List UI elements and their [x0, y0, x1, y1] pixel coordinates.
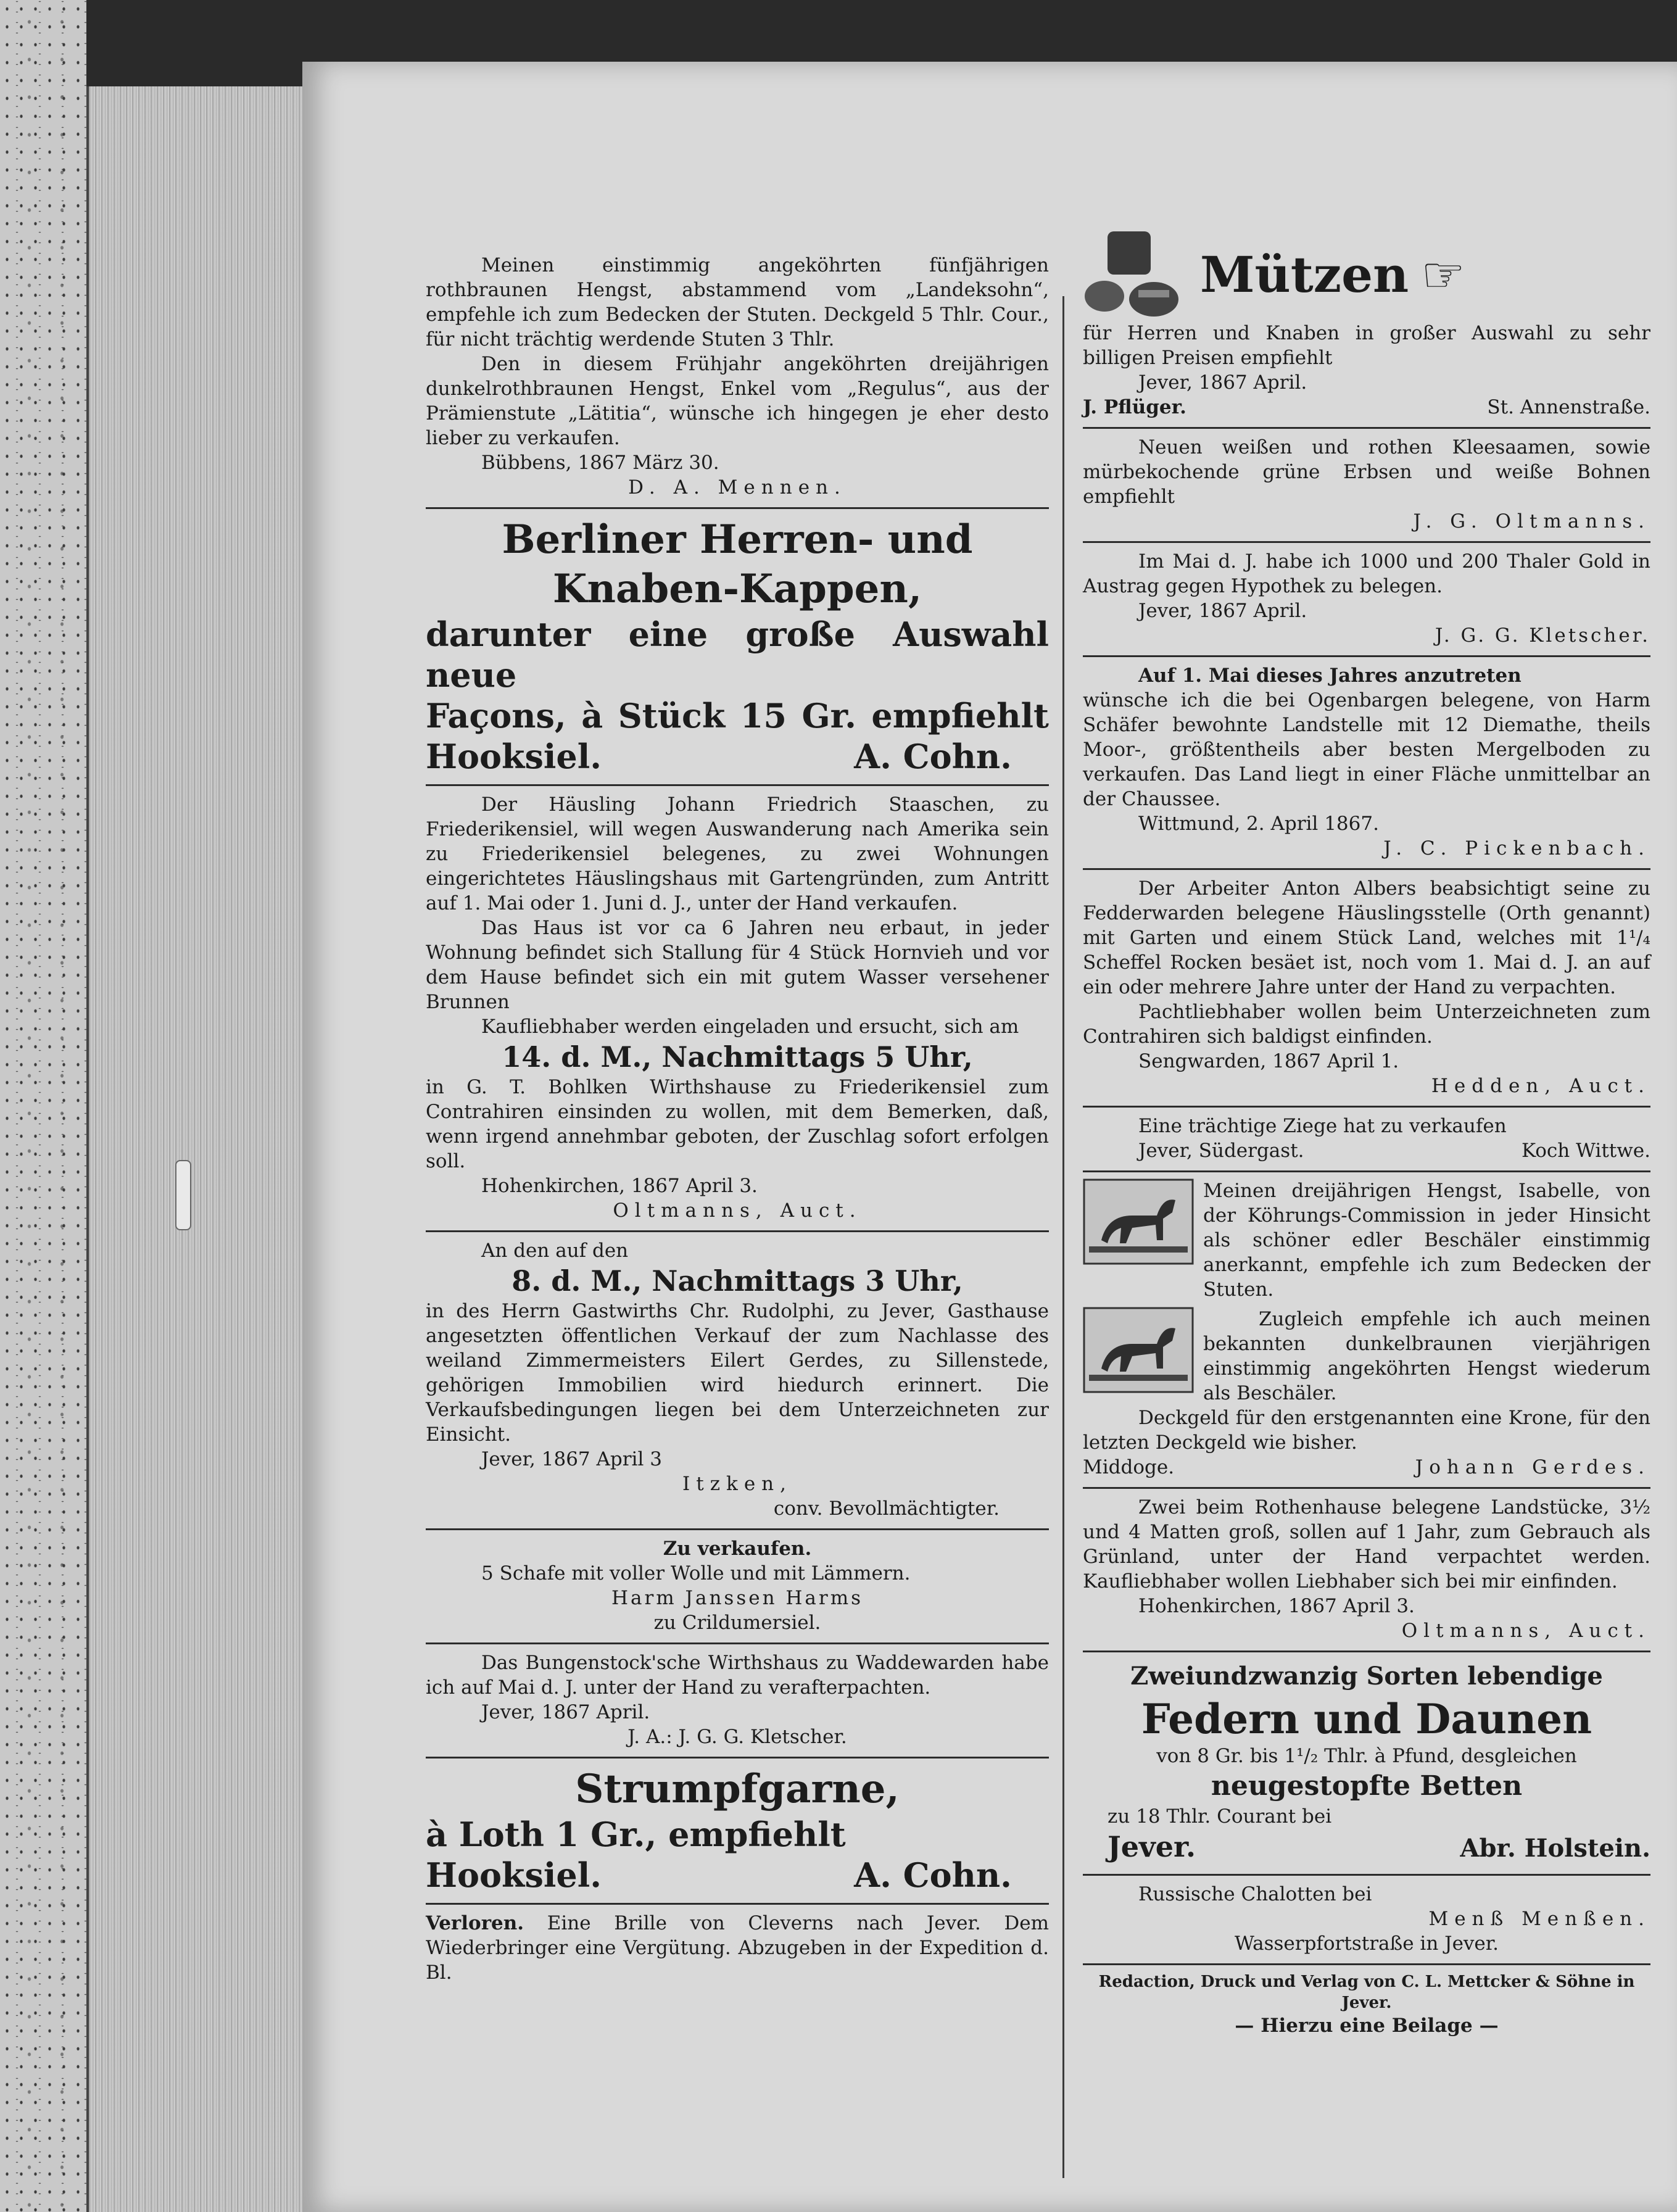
ad-text: 5 Schafe mit voller Wolle und mit Lämmern. — [481, 1562, 911, 1584]
ad-headline: neugestopfte Betten — [1211, 1770, 1523, 1802]
ad-text: An den auf den — [481, 1240, 629, 1262]
ad-text: Deckgeld für den erstgenannten eine Krone, für den letzten Deckgeld wie bisher. — [1083, 1407, 1650, 1454]
ad-place-date: Jever, 1867 April. — [1138, 600, 1307, 622]
ad-text: Den in diesem Frühjahr angeköhrten dreijährigen dunkelrothbraunen Hengst, Enkel vom „Regulus“, aus der Prämienstute „Lätitia“, wünsche ich hingegen je eher desto lieber zu verkaufen. — [426, 353, 1049, 449]
ad-gerdes-stallions — [1083, 1178, 1650, 1480]
horse-icon — [1083, 1178, 1194, 1265]
ad-headline: Knaben-Kappen, — [552, 566, 922, 612]
ad-signature-address: St. Annenstraße. — [1487, 396, 1650, 418]
ad-place: Jever. — [1108, 1830, 1196, 1863]
ad-mennen-stallion — [426, 253, 1049, 500]
ad-signature: A. Cohn. — [854, 1855, 1012, 1895]
ad-place-date: Jever, 1867 April. — [1138, 371, 1307, 394]
ad-place: Hooksiel. — [426, 737, 602, 776]
ad-text: Zugleich empfehle ich auch meinen bekannten dunkelbraunen vierjährigen einstimmig angeköhrten Hengst wiederum als Beschäler. — [1203, 1308, 1650, 1404]
ad-headline: Berliner Herren- und — [502, 516, 973, 563]
ad-text: Zwei beim Rothenhause belegene Landstücke, 3½ und 4 Matten groß, sollen auf 1 Jahr, zum Gebrauch als Grünland, unter der Hand verpachtet werden. Kaufliebhaber wollen Liebhaber sich bei mir einfinden. — [1083, 1496, 1650, 1593]
ad-place: Jever, Südergast. — [1138, 1140, 1304, 1162]
ad-text: Meinen dreijährigen Hengst, Isabelle, von der Köhrungs-Commission in jeder Hinsicht als schöner edler Beschäler einstimmig anerkannt, empfehle ich zum Bedecken der Stuten. — [1203, 1180, 1650, 1301]
binding-clasp — [175, 1160, 191, 1230]
ad-separator — [1083, 1963, 1650, 1965]
ad-signature: Itzken, — [682, 1473, 792, 1495]
ad-place: Hooksiel. — [426, 1855, 602, 1895]
page-edges — [86, 86, 317, 2212]
pointing-hand-icon: ☞ — [1421, 246, 1465, 304]
ad-signature: J. A.: J. G. G. Kletscher. — [627, 1726, 847, 1748]
ad-text: Kaufliebhaber werden eingeladen und ersucht, sich am — [481, 1016, 1019, 1038]
ad-harms-sheep — [426, 1536, 1049, 1635]
ad-signature: A. Cohn. — [854, 737, 1012, 776]
ad-text: Der Häusling Johann Friedrich Staaschen, zu Friederikensiel, will wegen Auswanderung nach Amerika sein zu Friederikensiel belegenes, zu zwei Wohnungen eingerichtetes Häuslingshaus mit Gartengründen, zum Antritt auf 1. Mai oder 1. Juni d. J., unter der Hand verkaufen. — [426, 793, 1049, 914]
ad-place-date: Jever, 1867 April 3 — [481, 1448, 662, 1470]
caps-illustration-icon — [1083, 228, 1188, 321]
imprint-supplement-note: — Hierzu eine Beilage — — [1235, 2015, 1499, 2037]
ad-place: Middoge. — [1083, 1456, 1175, 1478]
ad-subline: à Loth 1 Gr., empfiehlt — [426, 1815, 846, 1854]
ad-signature: Hedden, Auct. — [1431, 1075, 1650, 1097]
horse-icon — [1083, 1307, 1194, 1393]
ad-separator — [426, 1230, 1049, 1232]
ad-pickenbach-farm — [1083, 663, 1650, 861]
ad-separator — [426, 1528, 1049, 1530]
ad-text: wünsche ich die bei Ogenbargen belegene, von Harm Schäfer bewohnte Landstelle mit 12 Diemathe, theils Moor-, größtentheils aber besten Mergelboden zu verkaufen. Das Land liegt in einer Fläche unmittelbar an der Chaussee. — [1083, 689, 1650, 810]
ad-text: in G. T. Bohlken Wirthshause zu Friederikensiel zum Contrahiren einsinden zu wollen, mit dem Bemerken, daß, wenn irgend annehmbar geboten, der Zuschlag sofort erfolgen soll. — [426, 1076, 1049, 1172]
ad-signature: Harm Janssen Harms — [611, 1587, 864, 1609]
ad-separator — [1083, 541, 1650, 543]
ad-separator — [1083, 655, 1650, 657]
ad-text: in des Herrn Gastwirths Chr. Rudolphi, zu Jever, Gasthause angesetzten öffentlichen Verkauf der zum Nachlasse des weiland Zimmermeisters Eilert Gerdes, zu Sillenstede, gehörigen Immobilien wird hiedurch erinnert. Die Verkaufsbedingungen liegen bei dem Unterzeichneten zur Einsicht. — [426, 1300, 1049, 1446]
ad-signature: J. G. Oltmanns. — [1413, 510, 1650, 532]
ad-subline: von 8 Gr. bis 1¹/₂ Thlr. à Pfund, desgleichen — [1156, 1745, 1577, 1767]
ad-text: Pachtliebhaber wollen beim Unterzeichneten zum Contrahiren sich baldigst einfinden. — [1083, 1001, 1650, 1048]
ad-signature: Abr. Holstein. — [1460, 1834, 1650, 1863]
ad-place-date: Hohenkirchen, 1867 April 3. — [481, 1175, 758, 1197]
ad-separator — [1083, 1106, 1650, 1108]
ad-headline: Auf 1. Mai dieses Jahres anzutreten — [1138, 665, 1522, 687]
ad-signature-role: zu Crildumersiel. — [653, 1612, 821, 1634]
ad-place-date: Jever, 1867 April. — [481, 1701, 650, 1723]
imprint-publisher: Redaction, Druck und Verlag von C. L. Mettcker & Söhne in Jever. — [1098, 1973, 1635, 2012]
ad-separator — [1083, 427, 1650, 429]
ad-separator — [1083, 1170, 1650, 1172]
ad-gerdes-estate — [426, 1238, 1049, 1521]
ad-separator — [426, 784, 1049, 786]
ad-text: Der Arbeiter Anton Albers beabsichtigt seine zu Fedderwarden belegene Häuslingsstelle (Orth genannt) mit Garten und einem Stück Land, welches mit 1¹/₄ Scheffel Rocken besäet ist, noch vom 1. Mai d. J. an auf ein oder mehrere Jahre unter der Hand zu verpachten. — [1083, 877, 1650, 998]
ad-place-date: Sengwarden, 1867 April 1. — [1138, 1050, 1399, 1072]
ad-separator — [426, 507, 1049, 509]
ad-text: Eine trächtige Ziege hat zu verkaufen — [1138, 1115, 1507, 1137]
ad-text: für Herren und Knaben in großer Auswahl zu sehr billigen Preisen empfiehlt — [1083, 322, 1650, 369]
ad-signature: Oltmanns, Auct. — [1401, 1620, 1650, 1642]
ad-separator — [1083, 1487, 1650, 1489]
ad-subline: Façons, à Stück 15 Gr. empfiehlt — [426, 696, 1049, 735]
ad-signature-role: conv. Bevollmächtigter. — [773, 1497, 1000, 1520]
ad-text: Eine Brille von Cleverns nach Jever. Dem Wiederbringer eine Vergütung. Abzugeben in der Expedition d. Bl. — [426, 1912, 1049, 1984]
ad-headline: Verloren. — [426, 1912, 524, 1934]
book-cover — [0, 0, 86, 2212]
column-divider — [1062, 296, 1064, 2178]
ad-pflueger-caps — [1083, 228, 1650, 420]
imprint — [1083, 1971, 1650, 2038]
ad-separator — [1083, 1651, 1650, 1652]
right-column — [1083, 228, 1650, 2138]
left-column — [426, 253, 1049, 2138]
ad-separator — [426, 1757, 1049, 1758]
ad-signature: Johann Gerdes. — [1415, 1456, 1650, 1478]
ad-text: Russische Chalotten bei — [1138, 1883, 1372, 1905]
ad-text: Das Bungenstock'sche Wirthshaus zu Waddewarden habe ich auf Mai d. J. unter der Hand zu verafterpachten. — [426, 1652, 1049, 1699]
ad-lost-glasses — [426, 1911, 1049, 1985]
ad-separator — [1083, 868, 1650, 870]
ad-signature: Koch Wittwe. — [1521, 1140, 1650, 1162]
ad-signature: J. Pflüger. — [1083, 396, 1186, 418]
ad-cohn-caps — [426, 515, 1049, 777]
ad-staaschen-house — [426, 792, 1049, 1223]
ad-signature: Menß Menßen. — [1428, 1908, 1650, 1930]
ad-signature: D. A. Mennen. — [628, 476, 847, 499]
ad-signature: J. C. Pickenbach. — [1383, 837, 1650, 860]
ad-oltmanns-seeds — [1083, 435, 1650, 534]
ad-signature: J. G. G. Kletscher. — [1435, 624, 1650, 647]
ad-text: Meinen einstimmig angeköhrten fünfjährigen rothbraunen Hengst, abstammend vom „Landeksohn“, empfehle ich zum Bedecken der Stuten. Deckgeld 5 Thlr. Cour., für nicht trächtig werdende Stuten 3 Thlr. — [426, 254, 1049, 350]
ad-date-highlight: 8. d. M., Nachmittags 3 Uhr, — [511, 1264, 963, 1298]
ad-oltmanns-land — [1083, 1495, 1650, 1643]
ad-text: Neuen weißen und rothen Kleesaamen, sowie mürbekochende grüne Erbsen und weiße Bohnen empfiehlt — [1083, 436, 1650, 508]
ad-address: Wasserpfortstraße in Jever. — [1234, 1932, 1499, 1955]
ad-headline: Zu verkaufen. — [663, 1538, 812, 1560]
ad-headline: Mützen — [1200, 246, 1409, 304]
ad-holstein-feathers — [1083, 1659, 1650, 1866]
ad-subline: darunter eine große Auswahl neue — [426, 615, 1049, 695]
ad-separator — [1083, 1874, 1650, 1876]
ad-place-date: Hohenkirchen, 1867 April 3. — [1138, 1595, 1415, 1617]
ad-text: Das Haus ist vor ca 6 Jahren neu erbaut, in jeder Wohnung befindet sich Stallung für 4 Stück Hornvieh und vor dem Hause befindet sich ein mit gutem Wasser versehener Brunnen — [426, 917, 1049, 1013]
ad-headline: Strumpfgarne, — [575, 1766, 900, 1812]
ad-subline: zu 18 Thlr. Courant bei — [1108, 1805, 1332, 1828]
ad-kletscher-gold — [1083, 549, 1650, 648]
ad-hedden-lease — [1083, 876, 1650, 1098]
ad-koch-goat — [1083, 1114, 1650, 1163]
ad-place-date: Bübbens, 1867 März 30. — [481, 452, 719, 474]
ad-bungenstock-inn — [426, 1651, 1049, 1749]
ad-cohn-yarn — [426, 1765, 1049, 1895]
ad-separator — [426, 1642, 1049, 1644]
ad-place-date: Wittmund, 2. April 1867. — [1138, 813, 1379, 835]
ad-separator — [426, 1903, 1049, 1905]
ad-subline: Zweiundzwanzig Sorten lebendige — [1130, 1662, 1603, 1691]
ad-headline: Federn und Daunen — [1141, 1695, 1592, 1743]
ad-date-highlight: 14. d. M., Nachmittags 5 Uhr, — [502, 1040, 973, 1074]
ad-mensen-shallots — [1083, 1882, 1650, 1956]
ad-signature: Oltmanns, Auct. — [613, 1199, 862, 1222]
ad-text: Im Mai d. J. habe ich 1000 und 200 Thaler Gold in Austrag gegen Hypothek zu belegen. — [1083, 550, 1650, 597]
